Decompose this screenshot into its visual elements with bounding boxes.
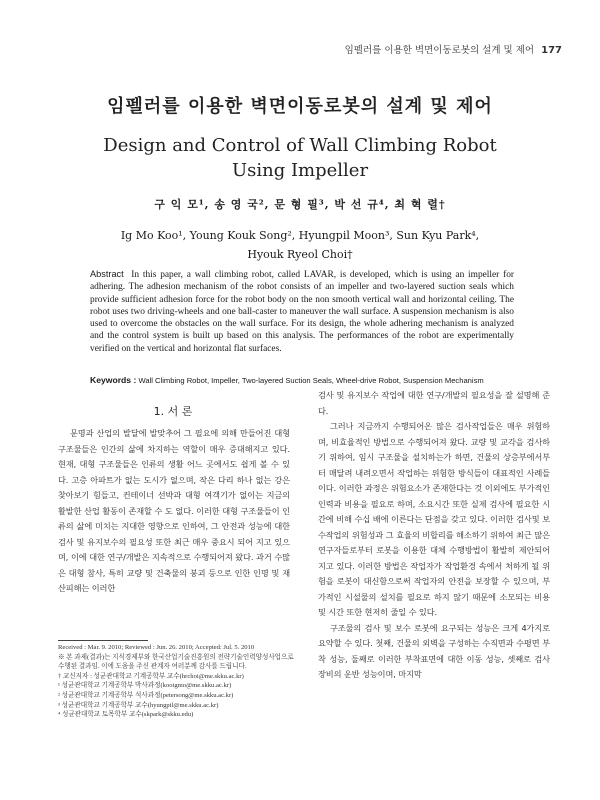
footnote-line: ⁴ 성균관대학교 토목학부 교수(skpark@skku.edu) [58, 711, 194, 719]
section-heading: 1. 서 론 [153, 405, 193, 418]
footnote-line: † 교신저자 : 성균관대학교 기계공학부 교수(hrchoi@me.skku.ac.kr) [58, 672, 244, 680]
english-authors [90, 226, 510, 264]
abstract-text: In this paper, a wall climbing robot, called LAVAR, is developed, which is using an impeller for adhering. The adhesion mechanism of the robot consists of an impeller and two-layered suction seals which provide sufficient adhesion force for the robot body on the non smooth vertical wall and horizontal ceiling. The robot uses two driving-wheels and one ball-caster to maneuver the wall surface. A suspension mechanism is also used to overcome the obstacles on the wall surface. For its design, the whole adhering mechanism is analyzed and the control system is built up based on this analysis. The performances of the robot are experimentally verified on the vertical and horizontal flat surfaces. [90, 270, 514, 354]
footnote-line: ¹ 성균관대학교 기계공학부 박사과정(kooigmo@me.skku.ac.kr) [58, 682, 232, 690]
abstract [90, 268, 514, 355]
footnote-line: Received : Mar. 9. 2010; Reviewed : Jun. 26. 2010; Accepted: Jul. 5. 2010 [58, 644, 255, 651]
right-paragraph-2: 그러나 지금까지 수행되어온 많은 검사작업들은 매우 위험하며, 비효율적인 방법으로 수행되어져 왔다. 교량 및 교각을 검사하기 위하여, 임시 구조물을 설치하는가 하면, 건물의 상층부에서부터 매달려 내려오면서 작업하는 위험한 방식들이 대표적인 사례들이다. 이러한 과정은 위험요소가 존재한다는 것 이외에도 부가적인 인력과 비용을 필요로 하며, 소요시간 또한 실제 검사에 필요한 시간에 비해 수십 배에 이른다는 단점을 갖고 있다. 이러한 검사및 보수작업의 위험성과 그 효율의 비합리를 해소하기 위하여 최근 많은 연구자들로부터 로봇을 이용한 대체 수행방법이 활발히 제안되어지고 있다. 이러한 방법은 작업자가 작업환경 속에서 처하게 될 위험을 로봇이 대신함으로써 작업자의 안전을 보장할 수 있으며, 부가적인 시설물의 설치를 필요로 하지 않기 때문에 소모되는 비용 및 시간 또한 현저히 줄일 수 있다. [318, 421, 550, 617]
running-header-title: 임펠러를 이용한 벽면이동로봇의 설계 및 제어 [344, 45, 535, 56]
english-title-line-2: Using Impeller [231, 160, 369, 181]
page-number: 177 [541, 45, 562, 56]
footnotes [58, 643, 298, 720]
left-column [58, 426, 290, 638]
keywords-label: Keywords : [90, 375, 137, 385]
english-authors-line-1: Ig Mo Koo¹, Young Kouk Song², Hyungpil Moon³, Sun Kyu Park⁴, [120, 229, 480, 242]
running-header [345, 42, 562, 56]
right-paragraph-3: 구조물의 검사 및 보수 로봇에 요구되는 성능은 크게 4가지로 요약할 수 있다. 첫째, 건물의 외벽을 구성하는 수직면과 수평면 부착 성능, 둘째로 이러한 부착표면에 대한 이동 성능, 셋째로 검사 장비의 운반 성능이며, 마지막 [318, 622, 550, 679]
keywords [90, 375, 520, 385]
left-paragraph-1: 문명과 산업의 발달에 발맞추어 그 필요에 의해 만들어진 대형 구조물들은 인간의 삶에 차지하는 역할이 매우 증대해지고 있다. 현재, 대형 구조물들은 인류의 생활 어느 곳에서도 쉽게 볼 수 있다. 고층 아파트가 없는 도시가 없으며, 작은 다리 하나 없는 강은 찾아보기 힘들고, 컨테이너 선박과 대형 여객기가 없이는 지금의 활발한 산업 활동이 존재할 수 도 없다. 이러한 대형 구조물들이 인류의 삶에 미치는 지대한 영향으로 인하여, 그 안전과 성능에 대한 검사 및 유지보수의 필요성 또한 최근 매우 중요시 되어 지고 있으며, 이에 대한 연구/개발은 지속적으로 수행되어져 왔다. 과거 수많은 대형 참사, 특히 교량 및 건축물의 붕괴 등으로 인한 인명 및 재산피해는 이러한 [58, 428, 290, 593]
korean-authors: 구 익 모¹, 송 영 국², 문 형 필³, 박 선 규⁴, 최 혁 렬† [154, 198, 446, 211]
right-paragraph-1: 검사 및 유지보수 작업에 대한 연구/개발의 필요성을 잘 설명해 준다. [318, 390, 550, 416]
english-authors-line-2: Hyouk Ryeol Choi† [247, 248, 353, 261]
right-column [318, 388, 550, 683]
footnote-line: ² 성균관대학교 기계공학부 석사과정(petersong@me.skku.ac.kr) [58, 691, 234, 699]
footnote-line: ³ 성균관대학교 기계공학부 교수(hyungpil@me.skku.ac.kr) [58, 701, 219, 709]
abstract-label: Abstract [90, 269, 124, 279]
footnote-divider [58, 640, 148, 641]
footnote-line: ※ 본 과제(결과)는 지식경제부와 한국산업기술진흥원의 전략기술인력양성사업으로 수행된 결과임. 이에 도움을 주신 관계자 여러분께 감사를 드립니다. [58, 653, 294, 671]
english-title [0, 133, 600, 183]
korean-title: 임펠러를 이용한 벽면이동로봇의 설계 및 제어 [107, 96, 493, 117]
english-title-line-1: Design and Control of Wall Climbing Robot [103, 135, 497, 156]
keywords-text: Wall Climbing Robot, Impeller, Two-layered Suction Seals, Wheel-drive Robot, Suspension Mechanism [138, 376, 484, 385]
